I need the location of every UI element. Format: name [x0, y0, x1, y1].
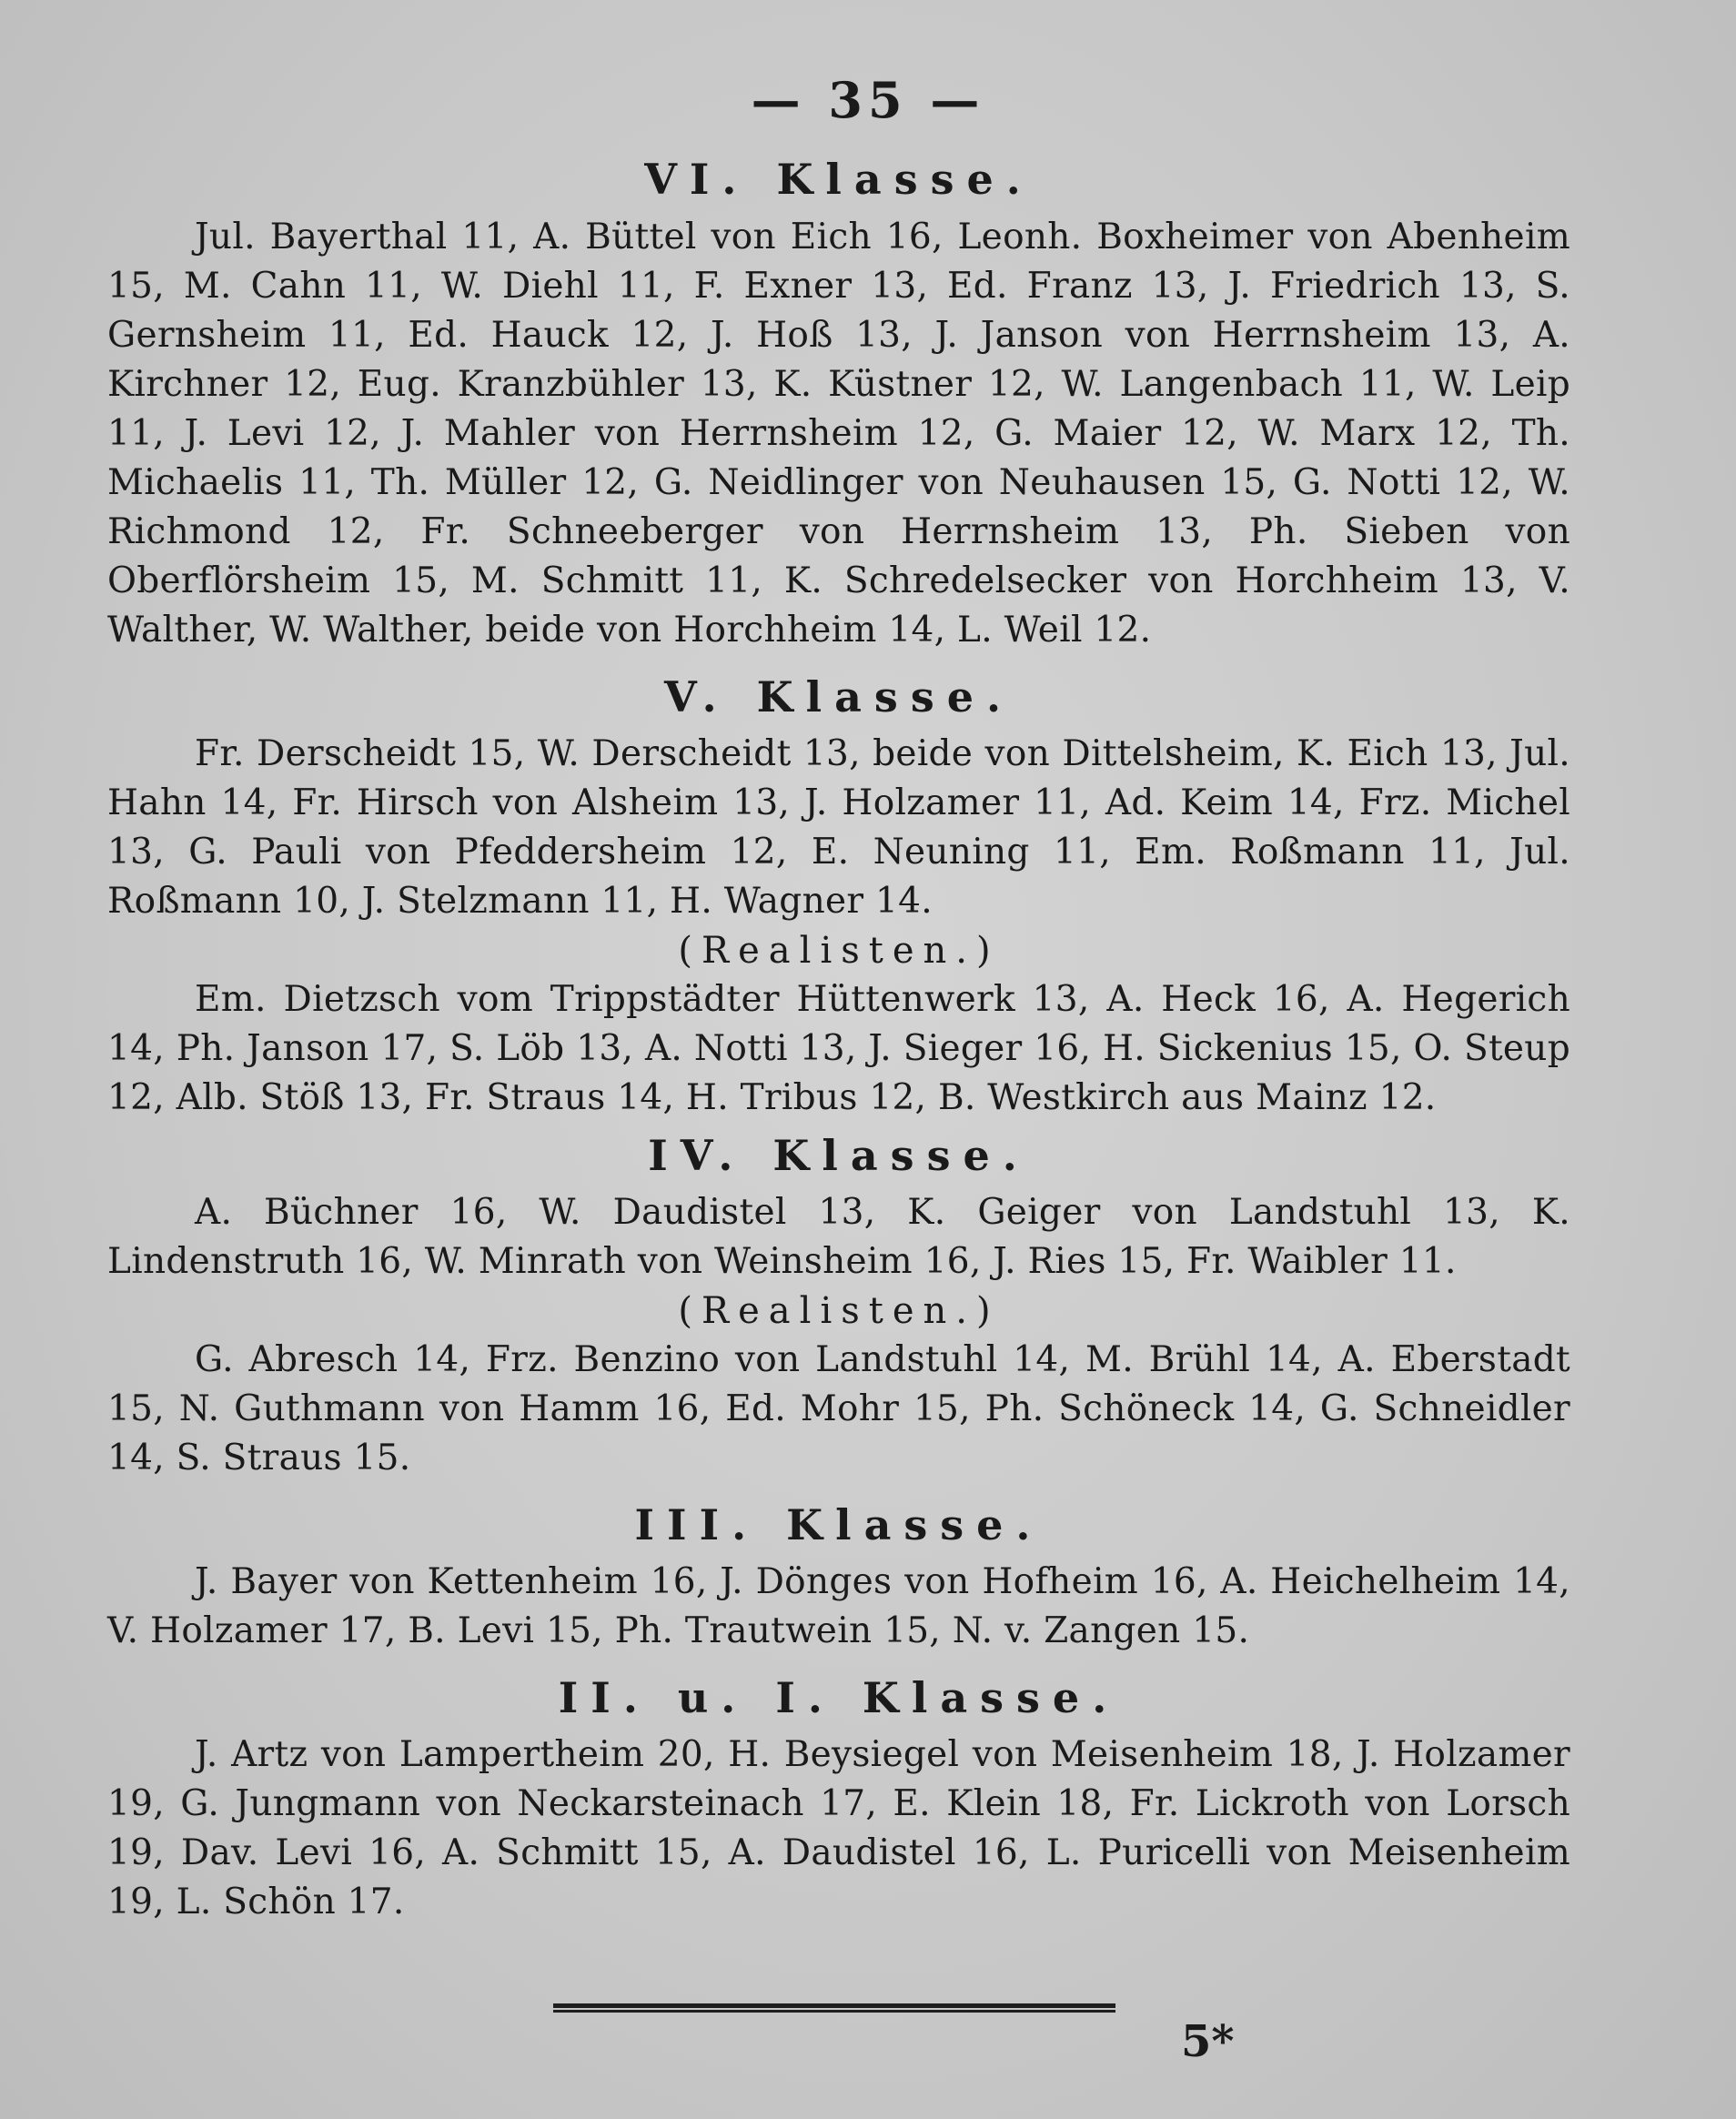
heading-class-iv: IV. Klasse.: [648, 1131, 1030, 1180]
section-class-iii: [107, 1492, 1570, 1656]
section-class-iv: [107, 1123, 1570, 1483]
realisten-label-class-iv: (Realisten.): [678, 1290, 1000, 1332]
students-class-iv: A. Büchner 16, W. Daudistel 13, K. Geiger von Landstuhl 13, K. Lindenstruth 16, W. Minrath von Weinsheim 16, J. Ries 15, Fr. Waibler 11.: [107, 1192, 1570, 1282]
heading-class-ii-i: II. u. I. Klasse.: [558, 1673, 1120, 1722]
section-class-vi: [107, 146, 1570, 655]
students-class-vi: Jul. Bayerthal 11, A. Büttel von Eich 16, Leonh. Boxheimer von Abenheim 15, M. Cahn 11, W. Diehl 11, F. Exner 13, Ed. Franz 13, J. Friedrich 13, S. Gernsheim 11, Ed. Hauck 12, J. Hoß 13, J. Janson von Herrnsheim 13, A. Kirchner 12, Eug. Kranzbühler 13, K. Küstner 12, W. Langenbach 11, W. Leip 11, J. Levi 12, J. Mahler von Herrnsheim 12, G. Maier 12, W. Marx 12, Th. Michaelis 11, Th. Müller 12, G. Neidlinger von Neuhausen 15, G. Notti 12, W. Richmond 12, Fr. Schneeberger von Herrnsheim 13, Ph. Sieben von Oberflörsheim 15, M. Schmitt 11, K. Schredelsecker von Horchheim 13, V. Walther, W. Walther, beide von Horchheim 14, L. Weil 12.: [107, 217, 1570, 651]
class-list: [107, 146, 1570, 1927]
signature-mark: 5*: [1181, 2016, 1235, 2067]
realisten-class-v: Em. Dietzsch vom Trippstädter Hüttenwerk 13, A. Heck 16, A. Hegerich 14, Ph. Janson 17, S. Löb 13, A. Notti 13, J. Sieger 16, H. Sickenius 15, O. Steup 12, Alb. Stöß 13, Fr. Straus 14, H. Tribus 12, B. Westkirch aus Mainz 12.: [107, 979, 1570, 1118]
students-class-iii: J. Bayer von Kettenheim 16, J. Dönges von Hofheim 16, A. Heichelheim 14, V. Holzamer 17, B. Levi 15, Ph. Trautwein 15, N. v. Zangen 15.: [107, 1561, 1570, 1651]
heading-class-iii: III. Klasse.: [634, 1500, 1044, 1549]
realisten-class-iv: G. Abresch 14, Frz. Benzino von Landstuhl 14, M. Brühl 14, A. Eberstadt 15, N. Guthmann von Hamm 16, Ed. Mohr 15, Ph. Schöneck 14, G. Schneidler 14, S. Straus 15.: [107, 1339, 1570, 1478]
section-class-v: [107, 664, 1570, 1123]
page-number-header: — 35 —: [751, 71, 985, 129]
heading-class-v: V. Klasse.: [663, 672, 1014, 721]
realisten-label-class-v: (Realisten.): [678, 930, 1000, 972]
section-class-ii-i: [107, 1665, 1570, 1927]
students-class-ii-i: J. Artz von Lampertheim 20, H. Beysiegel von Meisenheim 18, J. Holzamer 19, G. Jungmann von Neckarsteinach 17, E. Klein 18, Fr. Lickroth von Lorsch 19, Dav. Levi 16, A. Schmitt 15, A. Daudistel 16, L. Puricelli von Meisenheim 19, L. Schön 17.: [107, 1734, 1570, 1922]
students-class-v: Fr. Derscheidt 15, W. Derscheidt 13, beide von Dittelsheim, K. Eich 13, Jul. Hahn 14, Fr. Hirsch von Alsheim 13, J. Holzamer 11, Ad. Keim 14, Frz. Michel 13, G. Pauli von Pfeddersheim 12, E. Neuning 11, Em. Roßmann 11, Jul. Roßmann 10, J. Stelzmann 11, H. Wagner 14.: [107, 733, 1570, 922]
bottom-rule: [553, 2003, 1115, 2013]
heading-class-vi: VI. Klasse.: [644, 155, 1034, 204]
